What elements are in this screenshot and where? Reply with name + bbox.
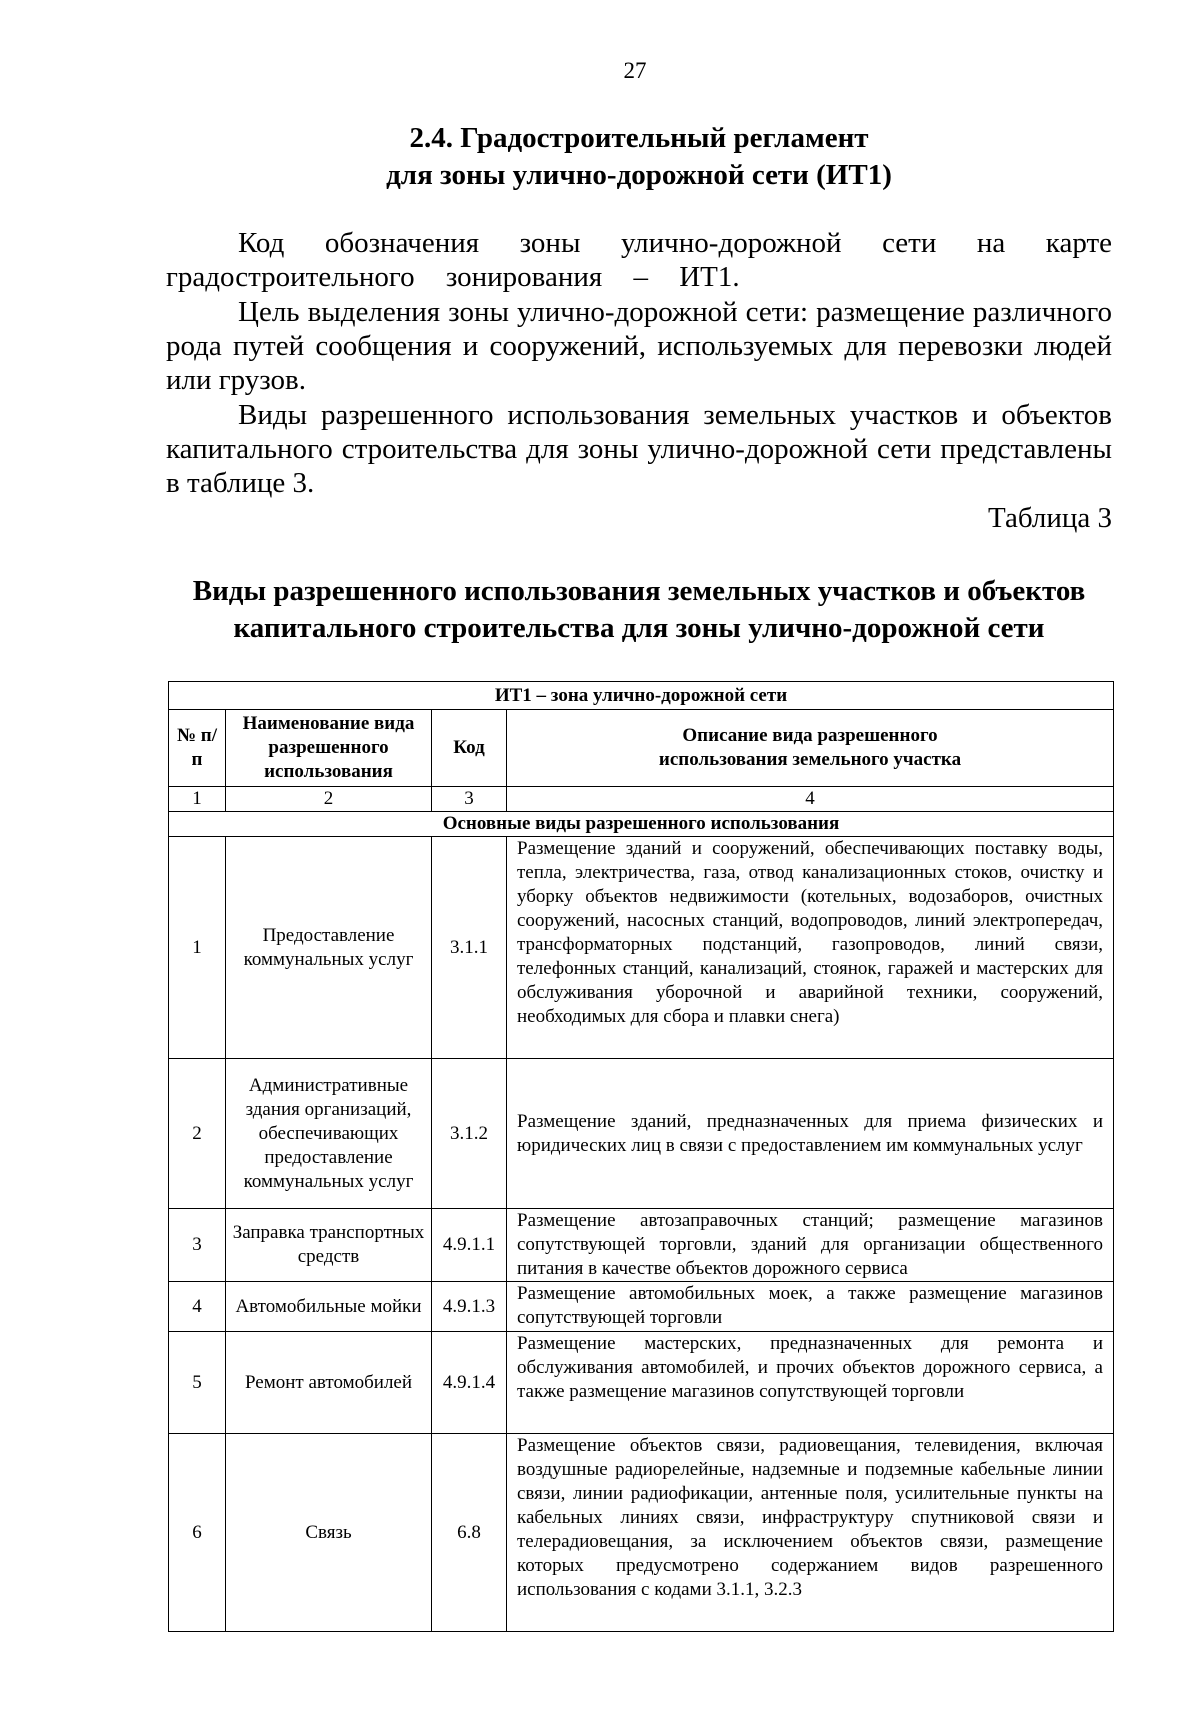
row-num: 5 [169, 1332, 226, 1434]
col-number-2: 2 [226, 787, 432, 812]
col-number-1: 1 [169, 787, 226, 812]
row-code: 6.8 [432, 1434, 507, 1632]
row-description: Размещение зданий и сооружений, обеспечивающих поставку воды, тепла, электричества, газа, отвод канализационных стоков, очистку и уборку объектов недвижимости (котельных, водозаборов, очистных сооружений, насосных станций, водопроводов, линий электропередач, трансформаторных подстанций, газопроводов, линий связи, телефонных станций, канализаций, стоянок, гаражей и мастерских для обслуживания уборочной и аварийной техники, сооружений, необходимых для сбора и плавки снега) [507, 837, 1114, 1059]
header-description: Описание вида разрешенного использования земельного участка [507, 710, 1114, 787]
page-number: 27 [623, 58, 647, 83]
row-description: Размещение мастерских, предназначенных для ремонта и обслуживания автомобилей, и прочих объектов дорожного сервиса, а также размещение магазинов сопутствующей торговли [507, 1332, 1114, 1434]
section-title-cell: Основные виды разрешенного использования [169, 812, 1114, 837]
paragraph-table-reference: Виды разрешенного использования земельных участков и объектов капитального строительства для зоны улично-дорожной сети представлены в таблице 3. [166, 399, 1112, 499]
table-title-line-2: капитального строительства для зоны улично-дорожной сети [233, 612, 1045, 644]
row-code: 3.1.2 [432, 1059, 507, 1209]
row-code: 4.9.1.1 [432, 1209, 507, 1282]
header-code: Код [432, 710, 507, 787]
table-row [169, 1282, 1114, 1332]
table-title-line-1: Виды разрешенного использования земельных участков и объектов [192, 575, 1086, 607]
section-heading-line-1: 2.4. Градостроительный регламент [409, 122, 869, 154]
col-number-4: 4 [507, 787, 1114, 812]
row-description: Размещение автозаправочных станций; размещение магазинов сопутствующей торговли, зданий для организации общественного питания в качестве объектов дорожного сервиса [507, 1209, 1114, 1282]
row-num: 6 [169, 1434, 226, 1632]
table-label: Таблица 3 [987, 502, 1112, 534]
table-row [169, 1059, 1114, 1209]
row-description: Размещение автомобильных моек, а также размещение магазинов сопутствующей торговли [507, 1282, 1114, 1332]
row-num: 3 [169, 1209, 226, 1282]
row-code: 3.1.1 [432, 837, 507, 1059]
row-name: Предоставление коммунальных услуг [226, 837, 432, 1059]
row-code: 4.9.1.3 [432, 1282, 507, 1332]
header-num: № п/п [169, 710, 226, 787]
section-heading-line-2: для зоны улично-дорожной сети (ИТ1) [386, 159, 892, 191]
row-name: Автомобильные мойки [226, 1282, 432, 1332]
header-name: Наименование вида разрешенного использования [226, 710, 432, 787]
table-title [150, 573, 1128, 647]
table-row [169, 1209, 1114, 1282]
row-name: Административные здания организаций, обеспечивающих предоставление коммунальных услуг [226, 1059, 432, 1209]
col-number-3: 3 [432, 787, 507, 812]
row-name: Заправка транспортных средств [226, 1209, 432, 1282]
row-description: Размещение объектов связи, радиовещания, телевидения, включая воздушные радиорелейные, надземные и подземные кабельные линии связи, линии радиофикации, антенные поля, усилительные пункты на кабельных линиях связи, инфраструктуру спутниковой связи и телерадиовещания, за исключением объектов связи, размещение которых предусмотрено содержанием видов разрешенного использования с кодами 3.1.1, 3.2.3 [507, 1434, 1114, 1632]
paragraph-zone-code: Код обозначения зоны улично-дорожной сети на карте градостроительного зонирования – ИТ1. [166, 227, 1112, 293]
row-num: 1 [169, 837, 226, 1059]
section-heading [166, 120, 1112, 194]
paragraph-zone-purpose: Цель выделения зоны улично-дорожной сети: размещение различного рода путей сообщения и сооружений, используемых для перевозки людей или грузов. [166, 296, 1112, 396]
row-num: 2 [169, 1059, 226, 1209]
row-name: Связь [226, 1434, 432, 1632]
row-name: Ремонт автомобилей [226, 1332, 432, 1434]
table-row [169, 837, 1114, 1059]
table-row [169, 1434, 1114, 1632]
row-code: 4.9.1.4 [432, 1332, 507, 1434]
zone-title-cell: ИТ1 – зона улично-дорожной сети [169, 682, 1114, 710]
land-use-table [168, 681, 1114, 1632]
row-num: 4 [169, 1282, 226, 1332]
table-row [169, 1332, 1114, 1434]
row-description: Размещение зданий, предназначенных для приема физических и юридических лиц в связи с предоставлением им коммунальных услуг [507, 1059, 1114, 1209]
